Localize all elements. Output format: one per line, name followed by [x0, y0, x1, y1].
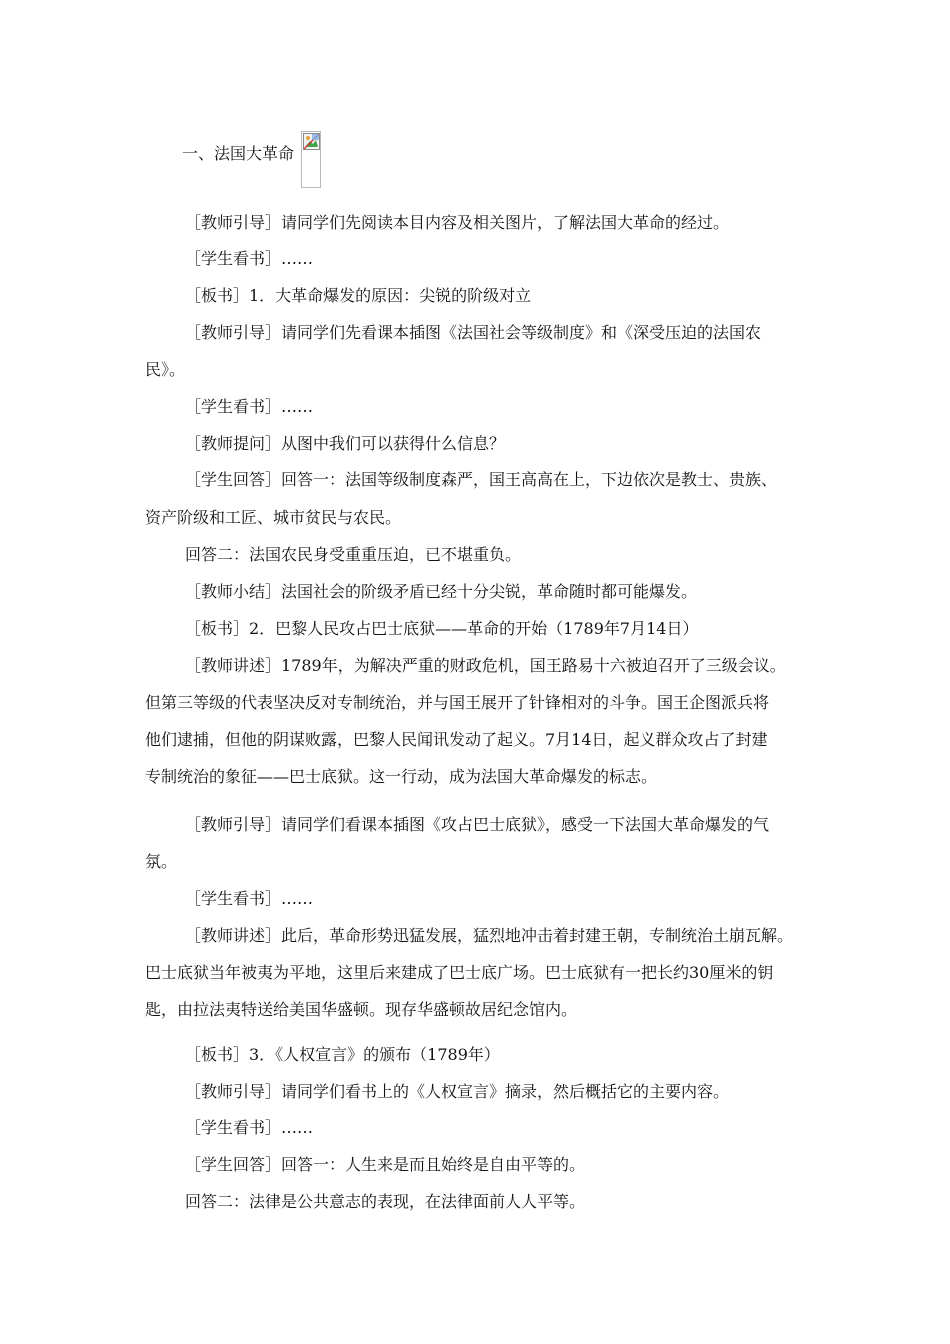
paragraph-line: ［板书］2．巴黎人民攻占巴士底狱——革命的开始（1789年7月14日） — [185, 619, 699, 638]
paragraph-line: ［学生看书］…… — [185, 1118, 314, 1137]
paragraph-line: ［教师引导］请同学们看课本插图《攻占巴士底狱》，感受一下法国大革命爆发的气 — [185, 815, 770, 834]
paragraph-line: ［教师提问］从图中我们可以获得什么信息？ — [185, 434, 506, 453]
paragraph-line: ［学生看书］…… — [185, 249, 314, 268]
paragraph-line: 资产阶级和工匠、城市贫民与农民。 — [145, 508, 402, 527]
section-heading: 一、法国大革命 — [182, 144, 295, 163]
paragraph-line: 匙，由拉法夷特送给美国华盛顿。现存华盛顿故居纪念馆内。 — [145, 1000, 578, 1019]
paragraph-line: ［教师讲述］1789年，为解决严重的财政危机，国王路易十六被迫召开了三级会议。 — [185, 656, 786, 675]
paragraph-line: ［教师引导］请同学们看书上的《人权宣言》摘录，然后概括它的主要内容。 — [185, 1082, 730, 1101]
paragraph-line: 氛。 — [145, 852, 178, 871]
paragraph-line: 但第三等级的代表坚决反对专制统治，并与国王展开了针锋相对的斗争。国王企图派兵将 — [145, 693, 770, 712]
paragraph-line: 回答二：法律是公共意志的表现，在法律面前人人平等。 — [185, 1192, 586, 1211]
broken-image-icon — [301, 131, 321, 188]
paragraph-line: ［教师小结］法国社会的阶级矛盾已经十分尖锐，革命随时都可能爆发。 — [185, 582, 698, 601]
paragraph-line: 专制统治的象征——巴士底狱。这一行动，成为法国大革命爆发的标志。 — [145, 767, 658, 786]
paragraph-line: 巴士底狱当年被夷为平地，这里后来建成了巴士底广场。巴士底狱有一把长约30厘米的钥 — [145, 963, 774, 982]
paragraph-line: ［学生回答］回答一：法国等级制度森严，国王高高在上，下边依次是教士、贵族、 — [185, 470, 778, 489]
paragraph-line: ［学生回答］回答一：人生来是而且始终是自由平等的。 — [185, 1155, 586, 1174]
paragraph-line: ［板书］3．《人权宣言》的颁布（1789年） — [185, 1045, 500, 1064]
paragraph-line: ［学生看书］…… — [185, 397, 314, 416]
paragraph-line: ［学生看书］…… — [185, 889, 314, 908]
paragraph-line: ［教师讲述］此后，革命形势迅猛发展，猛烈地冲击着封建王朝，专制统治土崩瓦解。 — [185, 926, 794, 945]
paragraph-line: ［教师引导］请同学们先看课本插图《法国社会等级制度》和《深受压迫的法国农 — [185, 323, 762, 342]
paragraph-line: ［教师引导］请同学们先阅读本目内容及相关图片，了解法国大革命的经过。 — [185, 213, 730, 232]
paragraph-line: 回答二：法国农民身受重重压迫，已不堪重负。 — [185, 545, 522, 564]
paragraph-line: ［板书］1．大革命爆发的原因：尖锐的阶级对立 — [185, 286, 532, 305]
paragraph-line: 民》。 — [145, 360, 186, 379]
paragraph-line: 他们逮捕，但他的阴谋败露，巴黎人民闻讯发动了起义。7月14日，起义群众攻占了封建 — [145, 730, 768, 749]
